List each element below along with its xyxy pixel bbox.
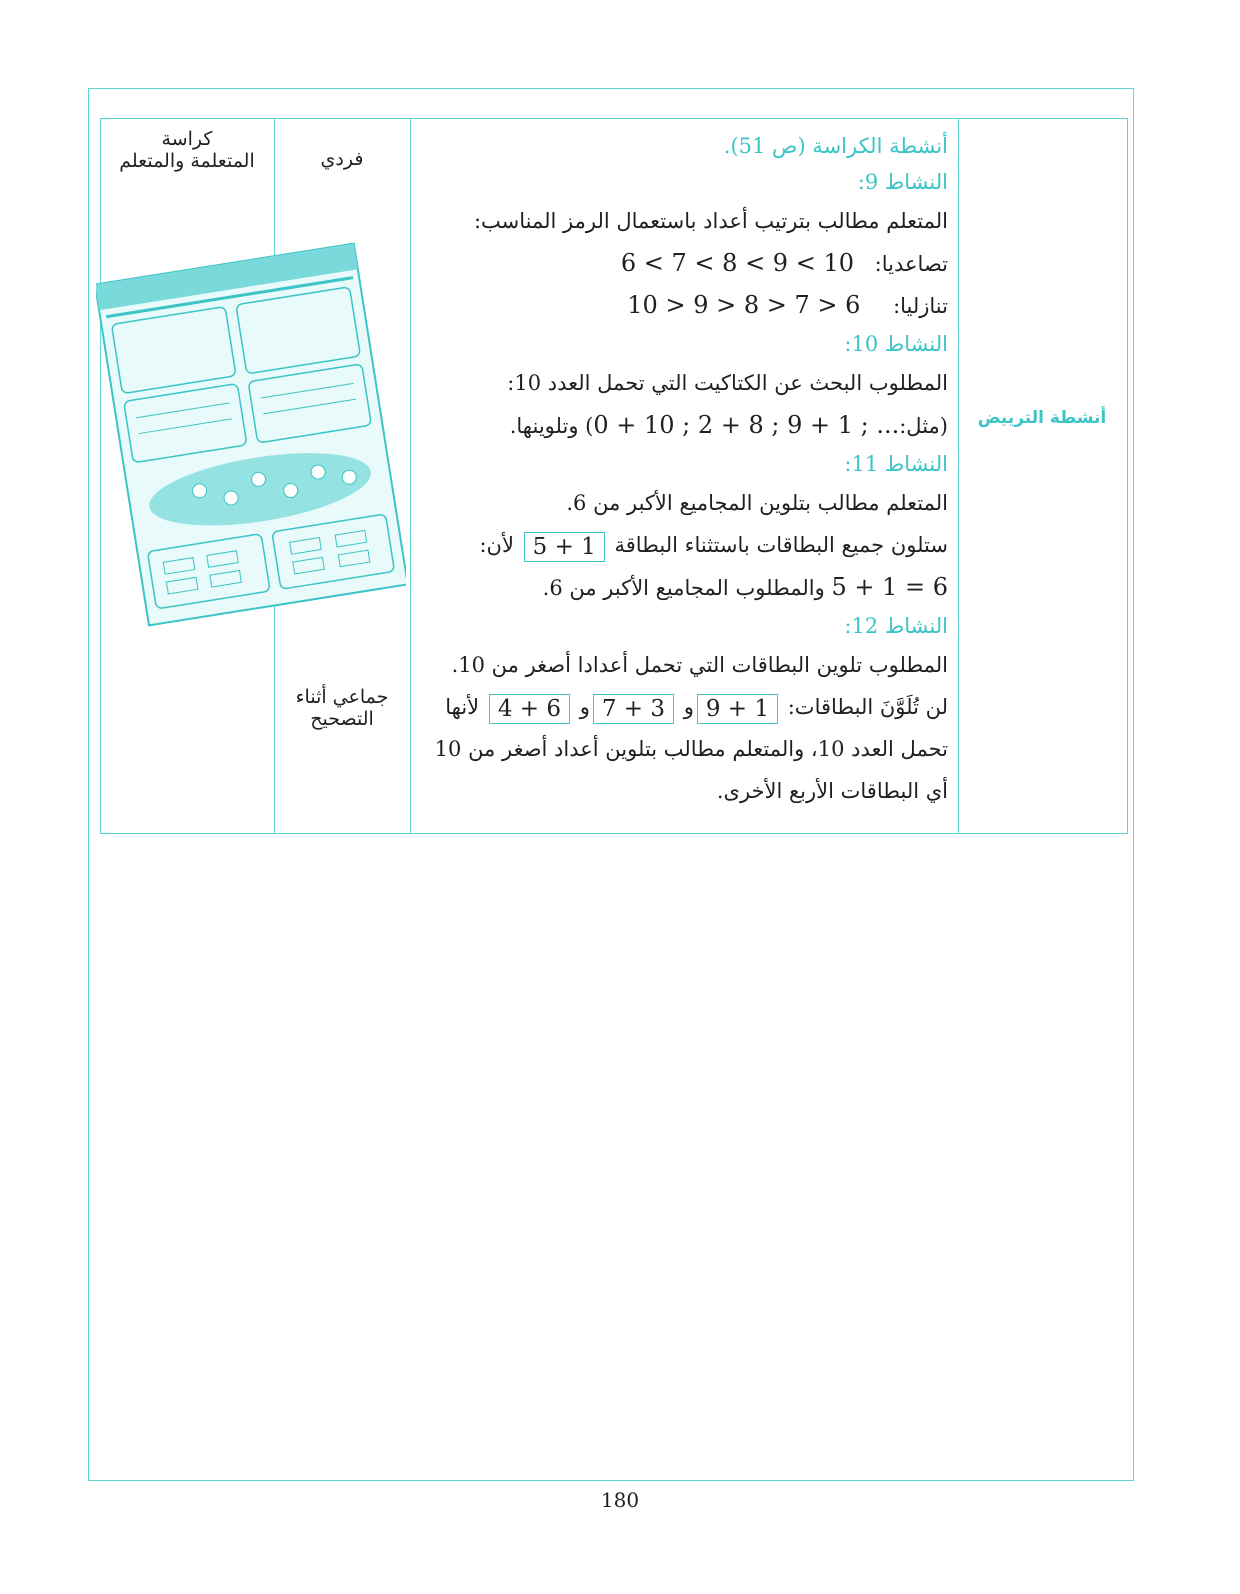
and-word: و	[683, 695, 694, 719]
support-line1: كراسة	[161, 128, 213, 150]
mode-individual: فردي	[320, 148, 364, 170]
support-cell	[104, 128, 270, 172]
activity-12-line4: أي البطاقات الأربع الأخرى.	[716, 779, 948, 803]
activity-9-ascending	[420, 242, 948, 284]
activity-11-line3	[420, 566, 948, 608]
section-label: أنشطة الترييض	[977, 408, 1107, 428]
column-divider	[410, 118, 411, 834]
and-word: و	[579, 695, 590, 719]
example-prefix: (مثل:	[899, 414, 948, 438]
descending-label: تنازليا:	[893, 294, 948, 318]
activity-9-title: النشاط 9:	[857, 170, 948, 194]
example-expression: 0 + 10 ; 2 + 8 ; 9 + 1 ; ...	[593, 411, 900, 439]
mode-group-cell	[278, 686, 406, 730]
descending-expression: 10 > 9 > 8 > 7 > 6	[627, 291, 861, 319]
ascending-label: تصاعديا:	[874, 252, 948, 276]
activity-10-example	[420, 404, 948, 446]
support-line2: المتعلمة والمتعلم	[119, 150, 255, 172]
activity-12-line1: المطلوب تلوين البطاقات التي تحمل أعدادا أصغر من 10.	[451, 653, 948, 677]
sum-explanation: والمطلوب المجاميع الأكبر من 6.	[542, 576, 825, 600]
activity-10-title: النشاط 10:	[844, 332, 948, 356]
because-text: لأنها	[445, 695, 480, 719]
activities-intro: أنشطة الكراسة (ص 51).	[723, 134, 948, 158]
activity-12-title: النشاط 12:	[844, 614, 948, 638]
ascending-expression: 6 < 7 < 8 < 9 < 10	[620, 249, 854, 277]
card-9-plus-1: 9 + 1	[697, 694, 778, 724]
column-divider	[958, 118, 959, 834]
activities-content	[420, 128, 948, 812]
card-exception: 5 + 1	[524, 532, 605, 562]
activity-12-line3: تحمل العدد 10، والمتعلم مطالب بتلوين أعداد أصغر من 10	[434, 737, 948, 761]
exception-text: ستلون جميع البطاقات باستثناء البطاقة	[614, 533, 948, 557]
activity-9-line1: المتعلم مطالب بترتيب أعداد باستعمال الرمز المناسب:	[473, 209, 948, 233]
page-number: 180	[600, 1488, 640, 1512]
activity-11-line2	[420, 524, 948, 566]
activity-11-title: النشاط 11:	[844, 452, 948, 476]
activity-10-line1: المطلوب البحث عن الكتاكيت التي تحمل العدد 10:	[507, 371, 948, 395]
sum-expression: 5 + 1 = 6	[831, 573, 948, 601]
activity-12-line2	[420, 686, 948, 728]
card-7-plus-3: 7 + 3	[593, 694, 674, 724]
not-colored-text: لن تُلَوَّنَ البطاقات:	[787, 695, 948, 719]
activity-9-descending	[420, 284, 948, 326]
example-suffix: ) وتلوينها.	[509, 414, 594, 438]
card-4-plus-6: 4 + 6	[489, 694, 570, 724]
mode-group-line2: التصحيح	[310, 708, 374, 730]
workbook-page-thumbnail	[96, 222, 406, 642]
activity-11-line1: المتعلم مطالب بتلوين المجاميع الأكبر من 6.	[566, 491, 948, 515]
because-text: لأن:	[479, 533, 514, 557]
mode-group-line1: جماعي أثناء	[295, 686, 389, 708]
